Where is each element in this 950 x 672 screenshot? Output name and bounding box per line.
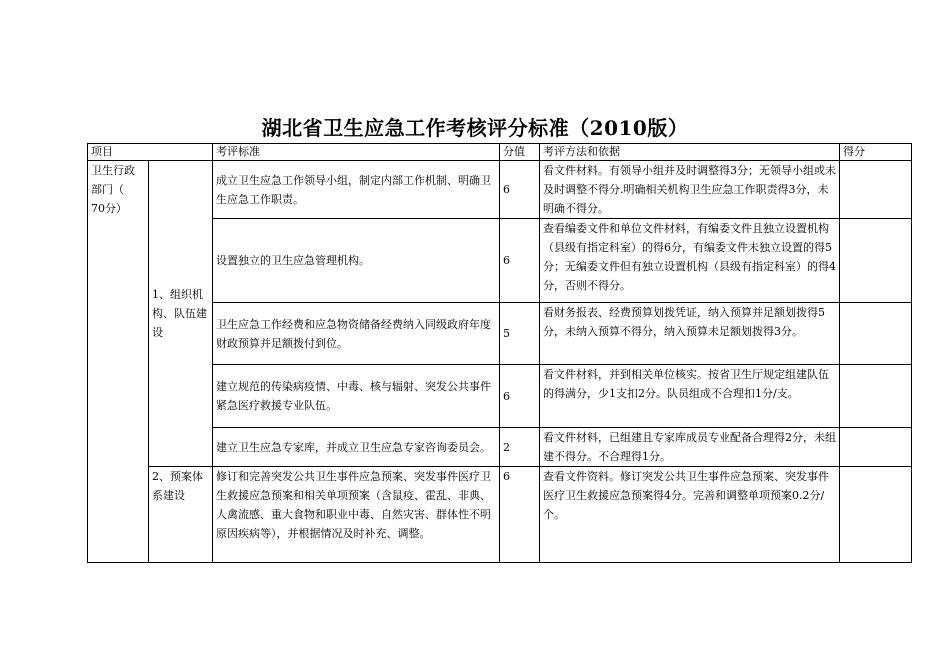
score-cell <box>840 467 912 563</box>
score-cell <box>840 428 912 467</box>
method-cell: 看文件材料，并到相关单位核实。按省卫生厅规定组建队伍的得满分，少1支扣2分。队员组成不合理扣1分/支。 <box>540 365 840 428</box>
score-cell <box>840 365 912 428</box>
points-cell: 2 <box>500 428 540 467</box>
group-cell: 1、组织机构、队伍建设 <box>149 161 213 467</box>
points-cell: 6 <box>500 365 540 428</box>
method-cell: 查看编委文件和单位文件材料，有编委文件且独立设置机构（县级有指定科室）的得6分，有编委文件未独立设置的得5分；无编委文件但有独立设置机构（县级有指定科室）的得4分，否则不得分。 <box>540 219 840 303</box>
header-item: 项目 <box>88 144 213 161</box>
method-cell: 看财务报表、经费预算划拨凭证，纳入预算并足额划拨得5分，未纳入预算不得分，纳入预算未足额划拨得3分。 <box>540 303 840 365</box>
criteria-cell: 建立卫生应急专家库，并成立卫生应急专家咨询委员会。 <box>213 428 500 467</box>
criteria-cell: 建立规范的传染病疫情、中毒、核与辐射、突发公共事件紧急医疗救援专业队伍。 <box>213 365 500 428</box>
department-cell: 卫生行政部门（ 70分） <box>88 161 149 563</box>
points-cell: 6 <box>500 219 540 303</box>
header-score: 得分 <box>840 144 912 161</box>
table-row <box>88 467 912 563</box>
method-cell: 看文件材料。有领导小组并及时调整得3分；无领导小组或未及时调整不得分.明确相关机构卫生应急工作职责得3分，未明确不得分。 <box>540 161 840 219</box>
method-cell: 看文件材料，已组建且专家库成员专业配备合理得2分，未组建不得分。不合理得1分。 <box>540 428 840 467</box>
score-cell <box>840 161 912 219</box>
score-cell <box>840 219 912 303</box>
table-row <box>88 161 912 219</box>
points-cell: 5 <box>500 303 540 365</box>
method-cell: 查看文件资料。修订突发公共卫生事件应急预案、突发事件医疗卫生救援应急预案得4分。完善和调整单项预案0.2分/个。 <box>540 467 840 563</box>
points-cell: 6 <box>500 161 540 219</box>
header-points: 分值 <box>500 144 540 161</box>
header-row <box>88 144 912 161</box>
points-cell: 6 <box>500 467 540 563</box>
criteria-cell: 修订和完善突发公共卫生事件应急预案、突发事件医疗卫生救援应急预案和相关单项预案（含鼠疫、霍乱、非典、人禽流感、重大食物和职业中毒、自然灾害、群体性不明原因疾病等），并根据情况及时补充、调整。 <box>213 467 500 563</box>
criteria-cell: 成立卫生应急工作领导小组，制定内部工作机制、明确卫生应急工作职责。 <box>213 161 500 219</box>
criteria-cell: 设置独立的卫生应急管理机构。 <box>213 219 500 303</box>
score-cell <box>840 303 912 365</box>
score-table <box>87 143 912 563</box>
header-criteria: 考评标准 <box>213 144 500 161</box>
header-method: 考评方法和依据 <box>540 144 840 161</box>
page-title: 湖北省卫生应急工作考核评分标准（2010版） <box>261 116 689 140</box>
group-cell: 2、预案体系建设 <box>149 467 213 563</box>
criteria-cell: 卫生应急工作经费和应急物资储备经费纳入同级政府年度财政预算并足额拨付到位。 <box>213 303 500 365</box>
